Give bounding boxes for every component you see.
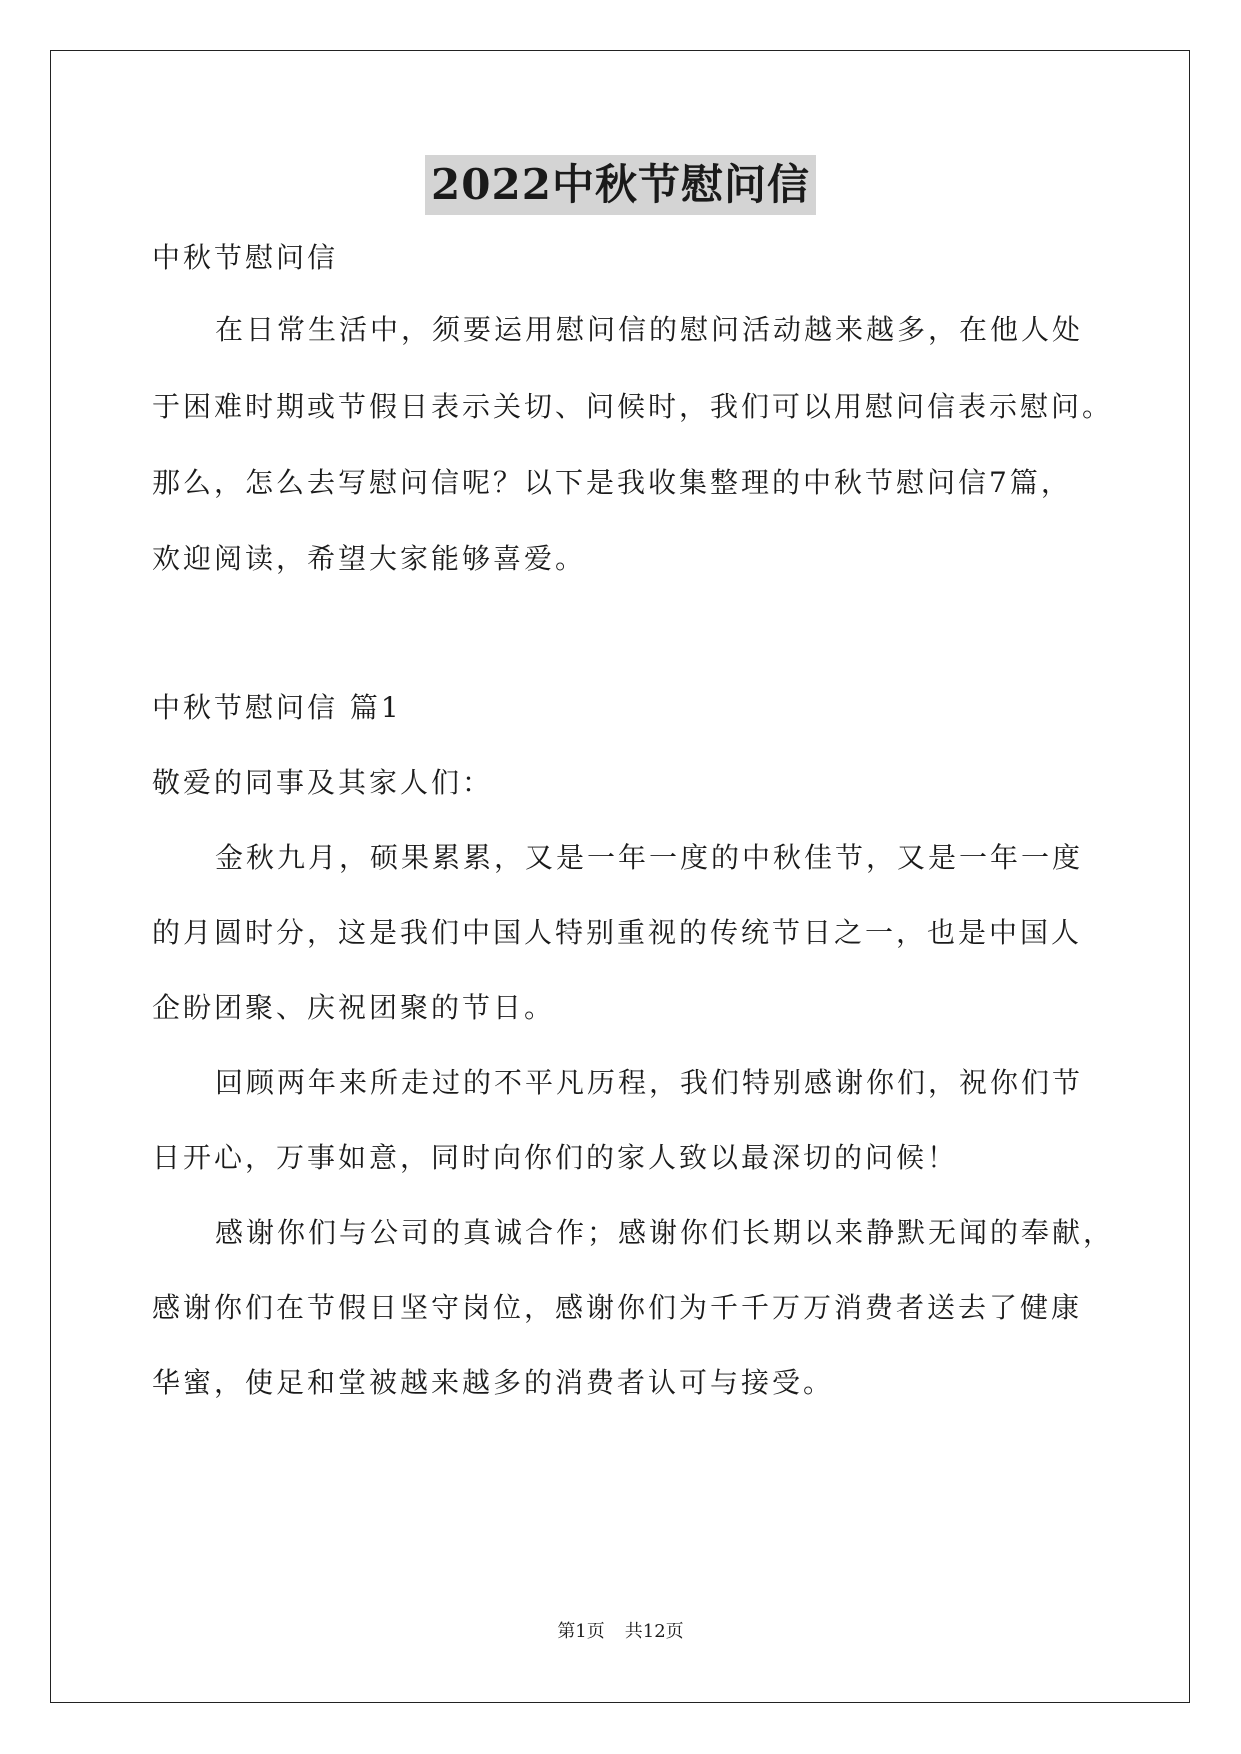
body-line-4: 回顾两年来所走过的不平凡历程，我们特别感谢你们，祝你们节 — [215, 1066, 1084, 1099]
body-line-5: 日开心，万事如意，同时向你们的家人致以最深切的问候！ — [152, 1141, 959, 1174]
page-footer — [0, 1620, 1241, 1644]
body-line-6: 感谢你们与公司的真诚合作；感谢你们长期以来静默无闻的奉献， — [215, 1216, 1115, 1249]
document-title: 2022中秋节慰问信 — [425, 155, 816, 215]
page-number-current: 第1页 — [557, 1621, 605, 1642]
section-heading: 中秋节慰问信 篇1 — [152, 691, 402, 724]
body-line-8: 华蜜，使足和堂被越来越多的消费者认可与接受。 — [152, 1366, 835, 1399]
body-line-3: 企盼团聚、庆祝团聚的节日。 — [152, 991, 556, 1024]
salutation: 敬爱的同事及其家人们： — [152, 766, 494, 799]
title-container — [0, 155, 1241, 215]
body-line-1: 金秋九月，硕果累累，又是一年一度的中秋佳节，又是一年一度 — [215, 841, 1084, 874]
intro-line-2: 于困难时期或节假日表示关切、问候时，我们可以用慰问信表示慰问。 — [152, 390, 1114, 423]
page-number-total: 共12页 — [624, 1621, 684, 1642]
body-line-2: 的月圆时分，这是我们中国人特别重视的传统节日之一，也是中国人 — [152, 916, 1083, 949]
body-line-7: 感谢你们在节假日坚守岗位，感谢你们为千千万万消费者送去了健康 — [152, 1291, 1083, 1324]
intro-line-4: 欢迎阅读，希望大家能够喜爱。 — [152, 542, 587, 575]
intro-line-1: 在日常生活中，须要运用慰问信的慰问活动越来越多，在他人处 — [215, 313, 1084, 346]
intro-line-3: 那么，怎么去写慰问信呢？以下是我收集整理的中秋节慰问信7篇， — [152, 466, 1072, 499]
document-subtitle: 中秋节慰问信 — [152, 241, 339, 274]
